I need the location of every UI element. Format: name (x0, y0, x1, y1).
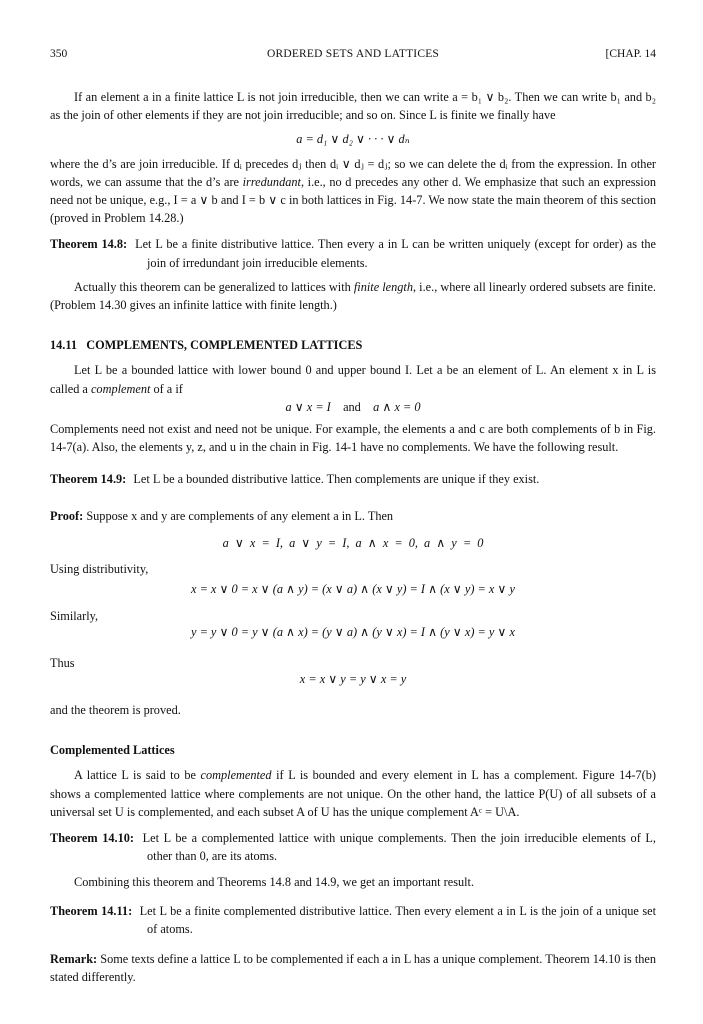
thus-label: Thus (50, 656, 75, 671)
paragraph-irredundant (50, 155, 656, 228)
subsection-heading: Complemented Lattices (50, 743, 175, 758)
theorem-14-11-text: Let L be a finite complemented distributive lattice. Then every element a in L is the join of a unique set of atoms. (139, 903, 657, 936)
remark (50, 950, 656, 986)
page-number: 350 (50, 48, 68, 60)
proof-text: Suppose x and y are complements of any element a in L. Then (86, 508, 394, 523)
equation-y-derivation: y = y ∨ 0 = y ∨ (a ∧ x) = (y ∨ a) ∧ (y ∨ x) = I ∧ (y ∨ x) = y ∨ x (191, 625, 515, 640)
paragraph-complemented-lattice (50, 766, 656, 821)
distributivity-step (50, 560, 656, 600)
theorem-14-10-label: Theorem 14.10: (50, 831, 134, 846)
equation-complement-conditions: a ∨ x = I, a ∨ y = I, a ∧ x = 0, a ∧ y = 0 (222, 535, 484, 550)
paragraph-irredundant-part1: where the d’s are join irreducible. If dᵢ precedes dⱼ then dᵢ ∨ dⱼ = dⱼ; so we can delete the dᵢ from the expression. In other words, we can assume that the d’s are (50, 156, 656, 189)
paragraph-join-irreducible: If an element a in a finite lattice L is not join irreducible, then we can write a = b₁ ∨ b₂. Then we can write b₁ and b₂ as the join of other elements if they are not join irreducible; and so on. Since L is finite we finally have (50, 90, 656, 123)
similarly-label: Similarly, (50, 609, 99, 624)
paragraph-irredundant-part2: , i.e., no d precedes any other d. We emphasize that such an expression need not be unique, e.g., I = a ∨ b and I = b ∨ c in both lattices in Fig. 14-7. We now state the main theorem of this section (proved in Problem 14.28.) (50, 174, 656, 226)
equation-complement-and: and (343, 399, 361, 414)
paragraph-complement-definition (50, 361, 656, 397)
paragraph-complemented-part1: A lattice L is said to be (74, 768, 201, 783)
equation-complement-definition (50, 398, 656, 416)
theorem-14-9 (50, 470, 656, 488)
remark-label: Remark: (50, 952, 98, 967)
theorem-14-8 (50, 235, 656, 271)
paragraph-finite-length-part1: Actually this theorem can be generalized to lattices with (74, 279, 354, 294)
paragraph-complement-part2: of a if (150, 381, 183, 396)
section-number: 14.11 (50, 338, 77, 353)
paragraph-complemented-part2: if L is bounded and every element in L has a complement. Figure 14-7(b) shows a complemented lattice where complements are not unique. On the other hand, the lattice P(U) of all subsets of a universal set U is complemented, and each subset A of U has the unique complement Aᶜ = U\A. (50, 768, 657, 819)
running-title: ORDERED SETS AND LATTICES (266, 48, 440, 60)
equation-join-decomposition: a = d₁ ∨ d₂ ∨ · · · ∨ dₙ (296, 132, 410, 147)
similarly-step (50, 607, 656, 647)
paragraph-complement-part1: Let L be a bounded lattice with lower bound 0 and upper bound I. Let a be an element of L. An element x in L is called a (50, 363, 656, 396)
paragraph-complements-not-unique: Complements need not exist and need not be unique. For example, the elements a and c are both complements of b in Fig. 14-7(a). Also, the elements y, z, and u in the chain in Fig. 14-1 have no complements. We have the following result. (50, 422, 656, 455)
equation-x-derivation: x = x ∨ 0 = x ∨ (a ∧ y) = (x ∨ a) ∧ (x ∨ y) = I ∧ (x ∨ y) = x ∨ y (191, 582, 515, 597)
theorem-14-11-label: Theorem 14.11: (50, 903, 133, 918)
remark-text: Some texts define a lattice L to be complemented if each a in L has a unique complement. Theorem 14.10 is then stated differently. (50, 952, 656, 985)
theorem-14-9-text: Let L be a bounded distributive lattice. Then complements are unique if they exist. (133, 472, 540, 487)
section-heading (50, 336, 656, 354)
equation-x-equals-y: x = x ∨ y = y ∨ x = y (299, 672, 407, 687)
proof-intro (50, 507, 656, 525)
term-complemented: complemented (200, 768, 272, 783)
theorem-14-10-text: Let L be a complemented lattice with unique complements. Then the join irreducible elements of L, other than 0, are its atoms. (142, 831, 657, 864)
chapter-label: [CHAP. 14 (605, 48, 656, 60)
theorem-14-8-label: Theorem 14.8: (50, 237, 128, 252)
section-title: COMPLEMENTS, COMPLEMENTED LATTICES (86, 338, 363, 353)
proof-label: Proof: (50, 508, 84, 523)
using-distributivity-label: Using distributivity, (50, 562, 149, 577)
paragraph-combining: Combining this theorem and Theorems 14.8 and 14.9, we get an important result. (74, 875, 475, 890)
thus-step (50, 654, 656, 694)
term-irredundant: irredundant (242, 174, 301, 189)
running-header (50, 48, 656, 64)
equation-complement-left: a ∨ x = I (285, 399, 331, 414)
equation-complement-right: a ∧ x = 0 (373, 399, 421, 414)
proof-conclusion: and the theorem is proved. (50, 703, 181, 718)
term-finite-length: finite length (353, 279, 413, 294)
theorem-14-9-label: Theorem 14.9: (50, 472, 127, 487)
paragraph-finite-length (50, 278, 656, 314)
theorem-14-10 (50, 829, 656, 865)
theorem-14-11 (50, 902, 656, 938)
page-body (50, 88, 656, 987)
term-complement: complement (90, 381, 151, 396)
theorem-14-8-text: Let L be a finite distributive lattice. Then every a in L can be written uniquely (except for order) as the join of irredundant join irreducible elements. (135, 237, 656, 270)
paragraph-finite-length-part2: , i.e., where all linearly ordered subsets are finite. (Problem 14.30 gives an infinite lattice with finite length.) (50, 279, 656, 313)
